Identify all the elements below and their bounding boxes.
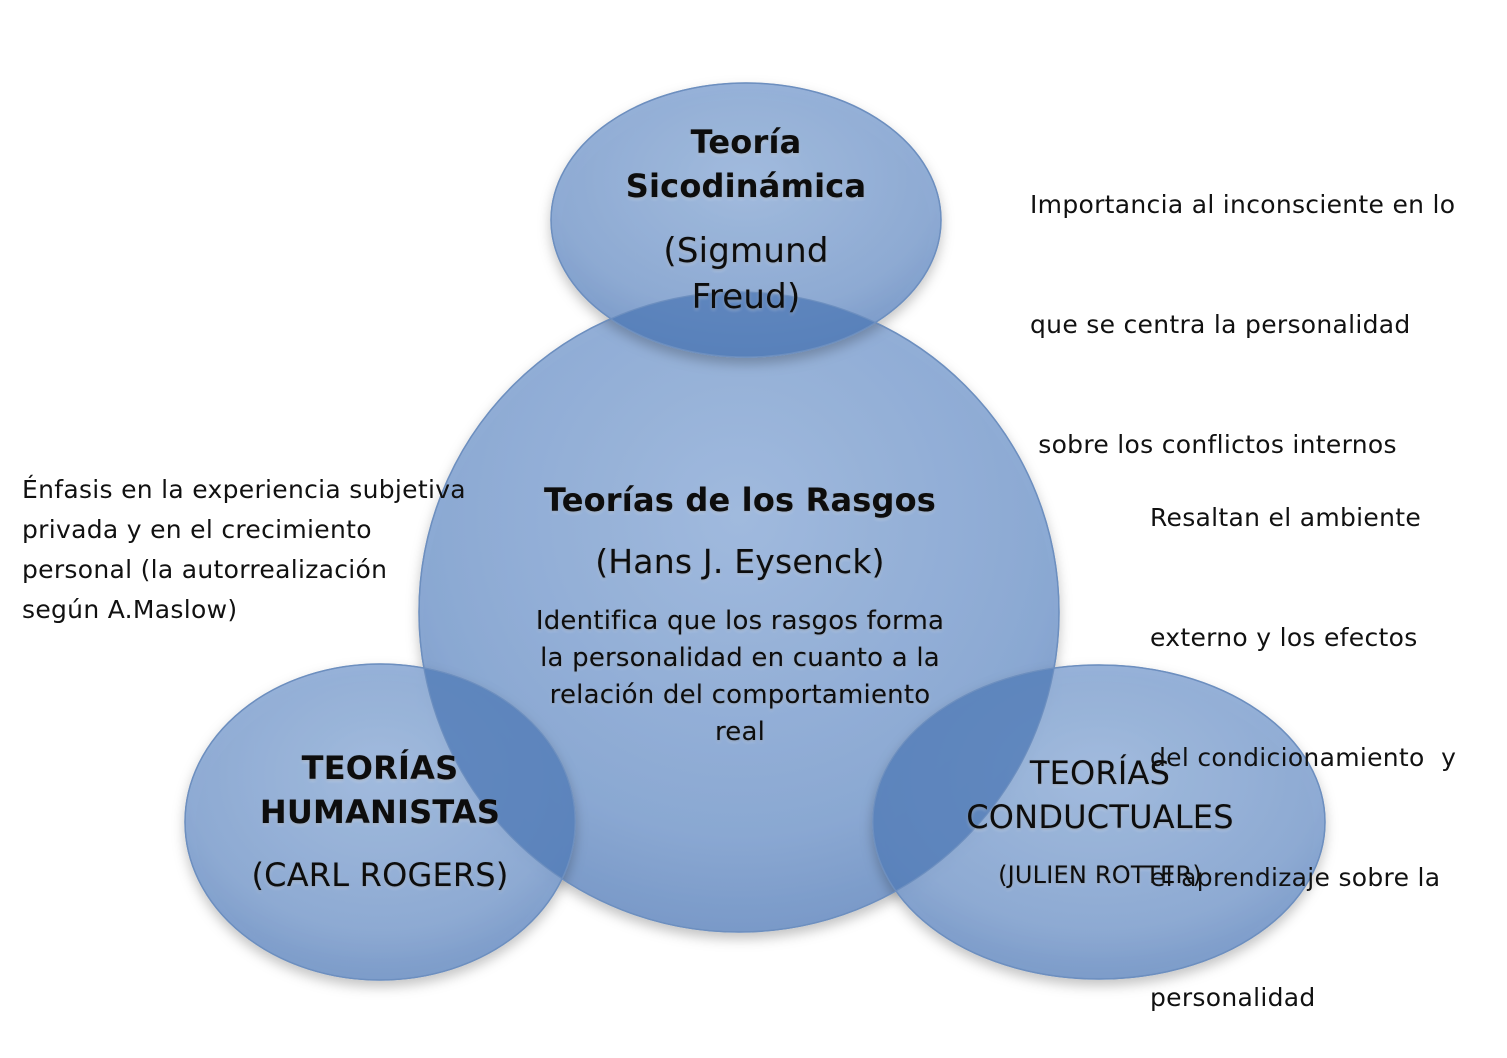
center-description-line-3: relación del comportamiento bbox=[549, 680, 931, 710]
note-right-line-4: el aprendizaje sobre la bbox=[1150, 863, 1441, 892]
note-top-right-line-2: que se centra la personalidad bbox=[1030, 310, 1411, 339]
top-title bbox=[556, 120, 936, 208]
note-right-line-3: del condicionamiento y bbox=[1150, 743, 1457, 772]
left-author: (CARL ROGERS) bbox=[251, 856, 509, 894]
left-title-line-1: TEORÍAS bbox=[301, 749, 459, 787]
center-author: (Hans J. Eysenck) bbox=[595, 542, 885, 581]
note-left-line-1: Énfasis en la experiencia subjetiva bbox=[22, 475, 466, 504]
note-left-line-2: privada y en el crecimiento bbox=[22, 515, 372, 544]
note-right-line-5: personalidad bbox=[1150, 983, 1316, 1012]
note-left-line-3: personal (la autorrealización bbox=[22, 555, 388, 584]
top-title-line-1: Teoría bbox=[690, 123, 802, 161]
note-top-right-line-3: sobre los conflictos internos bbox=[1030, 430, 1397, 459]
center-description-line-2: la personalidad en cuanto a la bbox=[540, 643, 940, 673]
note-right bbox=[1150, 418, 1456, 1058]
right-title-line-2: CONDUCTUALES bbox=[966, 798, 1234, 836]
note-right-line-2: externo y los efectos bbox=[1150, 623, 1418, 652]
center-description-line-4: real bbox=[714, 717, 766, 747]
note-left-line-4: según A.Maslow) bbox=[22, 595, 238, 624]
right-title-line-1: TEORÍAS bbox=[1029, 754, 1171, 792]
top-title-line-2: Sicodinámica bbox=[625, 167, 867, 205]
note-left bbox=[22, 470, 466, 630]
note-right-line-1: Resaltan el ambiente bbox=[1150, 503, 1422, 532]
center-description-line-1: Identifica que los rasgos forma bbox=[535, 606, 945, 636]
center-title: Teorías de los Rasgos bbox=[543, 481, 937, 519]
left-title bbox=[200, 746, 560, 834]
top-author-line-2: Freud) bbox=[691, 277, 801, 317]
top-author bbox=[556, 228, 936, 320]
center-description bbox=[500, 603, 980, 751]
note-top-right-line-1: Importancia al inconsciente en lo bbox=[1030, 190, 1456, 219]
left-title-line-2: HUMANISTAS bbox=[259, 793, 501, 831]
right-author: (JULIEN ROTTER) bbox=[998, 861, 1202, 889]
top-author-line-1: (Sigmund bbox=[663, 231, 829, 271]
